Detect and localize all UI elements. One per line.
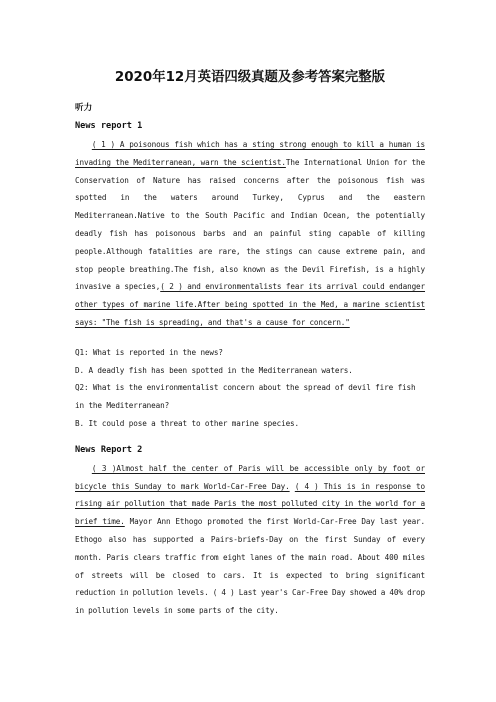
question-1: Q1: What is reported in the news? [75,347,223,357]
news-report-2-text [75,460,425,620]
underlined-sentence-2: ( 2 ) and environmentalists fear its arrival could endanger other types of marine life.After being spotted in the Med, a marine scientist says: "The fish is spreading, and that's a cause for concern." [75,282,426,327]
answer-1: D. A deadly fish has been spotted in the Mediterranean waters. [75,365,353,375]
section-heading-listening: 听力 [75,103,93,113]
question-2: Q2: What is the environmentalist concern about the spread of devil fire fish in the Mediterranean? [75,383,416,411]
underlined-sentence-3: ( 3 )Almost half the center of Paris will be accessible only by foot or bicycle this Sunday to mark World-Car-Free Day. [75,463,425,491]
answer-2: B. It could pose a threat to other marine species. [75,418,300,428]
report-2-body: Mayor Ann Ethogo promoted the first World-Car-Free Day last year. Ethogo also has supported a Pairs-briefs-Day on the first Sunday of every month. Paris clears traffic from eight lanes of the main road. About 400 miles of streets will be closed to cars. It is expected to bring significant reduction in pollution levels. ( 4 ) Last year's Car-Free Day showed a 40% drop in pollution levels in some parts of the city. [75,517,426,616]
news-report-1-heading: News report 1 [75,121,143,131]
news-report-2-heading: News Report 2 [75,444,143,455]
news-report-1-text [75,136,425,332]
document-title: 2020年12月英语四级真题及参考答案完整版 [114,70,386,85]
underlined-sentence-4: ( 4 ) This is in response to rising air pollution that made Paris the most polluted city in the world for a brief time. [75,481,426,527]
underlined-sentence-1: ( 1 ) A poisonous fish which has a sting strong enough to kill a human is invading the Mediterranean, warn the scientist. [75,140,425,167]
report-1-body: The International Union for the Conservation of Nature has raised concerns after the poisonous fish was spotted in the waters around Turkey, Cyprus and the eastern Mediterranean.Native to the South Pacific and Indian Ocean, the potentially deadly fish has poisonous barbs and an painful sting capable of killing people.Although fatalities are rare, the stings can cause extreme pain, and stop people breathing.The fish, also known as the Devil Firefish, is a highly invasive a species, [75,157,425,292]
